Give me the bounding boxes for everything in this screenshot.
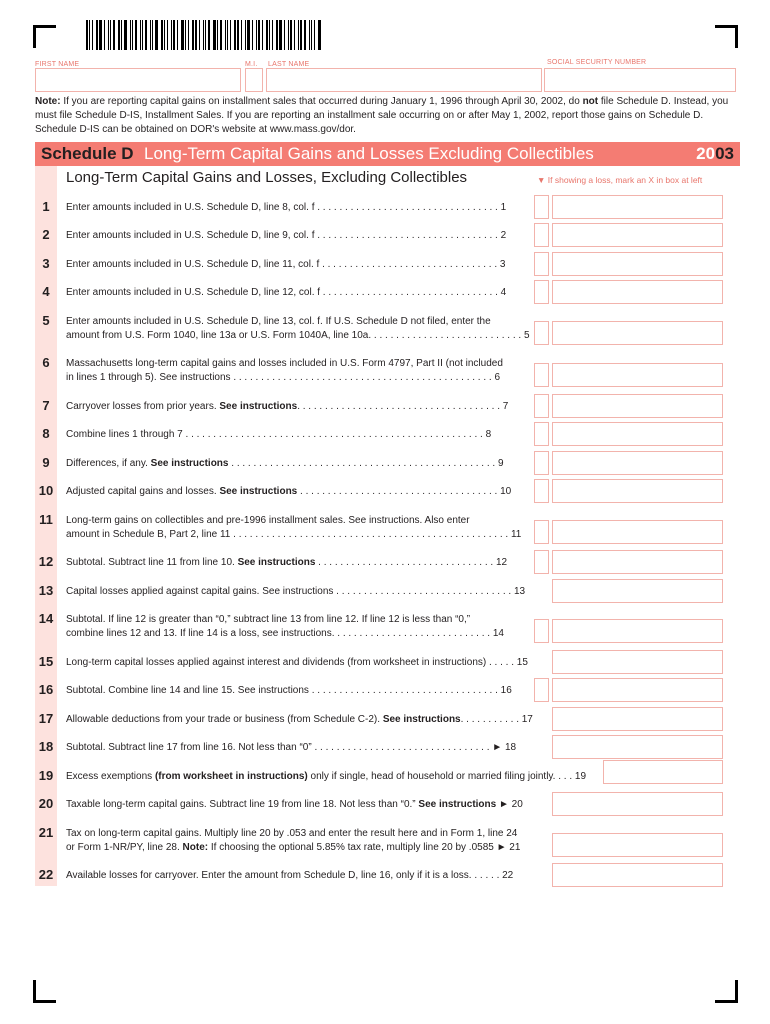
barcode-bar — [173, 20, 175, 50]
line-number: 1 — [42, 199, 50, 214]
line-18-description — [66, 741, 536, 755]
barcode-bar — [262, 20, 263, 50]
barcode-bar — [276, 20, 278, 50]
line-11-description — [66, 514, 536, 542]
barcode-bar — [309, 20, 310, 50]
line-number: 6 — [42, 355, 50, 370]
tax-year-suffix: 03 — [715, 144, 734, 163]
line-12-amount-field[interactable] — [552, 550, 723, 574]
line-text-row — [66, 329, 536, 343]
line-number: 19 — [38, 768, 54, 783]
line-9-loss-checkbox[interactable] — [534, 451, 549, 475]
line-text-segment: Taxable long-term capital gains. Subtract line 19 from line 18. Not less than “0.” — [66, 799, 419, 810]
line-text-segment: Massachusetts long-term capital gains and losses included in U.S. Form 4797, Part II (not included — [66, 358, 503, 369]
barcode-bar — [167, 20, 168, 50]
line-text-segment: in lines 1 through 5). See instructions . . . . . . . . . . . . . . . . . . . . . . . . . . . . . . . . . . . . . . . . . . . . . . . 6 — [66, 372, 501, 383]
barcode-bar — [145, 20, 147, 50]
tax-year-prefix: 20 — [696, 144, 716, 163]
line-1-amount-field[interactable] — [552, 195, 723, 219]
line-text-row — [66, 798, 536, 812]
line-9-amount-field[interactable] — [552, 451, 723, 475]
line-text-row — [66, 656, 536, 670]
barcode-bar — [234, 20, 236, 50]
section-subtitle: Long-Term Capital Gains and Losses, Excluding Collectibles — [66, 169, 468, 186]
line-1-description — [66, 201, 536, 215]
barcode-bar — [118, 20, 120, 50]
last-name-field[interactable] — [266, 68, 542, 92]
line-10-loss-checkbox[interactable] — [534, 479, 549, 503]
line-number: 18 — [38, 739, 54, 754]
tax-year — [696, 144, 734, 164]
barcode-bar — [284, 20, 285, 50]
line-5-amount-field[interactable] — [552, 321, 723, 345]
line-13-description — [66, 585, 536, 599]
line-5-loss-checkbox[interactable] — [534, 321, 549, 345]
barcode-bar — [92, 20, 93, 50]
line-text-row — [66, 528, 536, 542]
line-10-description — [66, 485, 536, 499]
line-text-segment: . . . . . . . . . . . . . . . . . . . . . . . . . . . . . . . . 12 — [315, 557, 508, 568]
line-text-segment: Subtotal. Subtract line 11 from line 10. — [66, 557, 238, 568]
barcode-bar — [230, 20, 231, 50]
barcode-bar — [247, 20, 250, 50]
line-text-segment: Excess exemptions — [66, 771, 155, 782]
barcode-bar — [171, 20, 172, 50]
line-number: 20 — [38, 796, 54, 811]
barcode-bar — [220, 20, 222, 50]
line-14-amount-field[interactable] — [552, 619, 723, 643]
barcode-bar — [245, 20, 246, 50]
barcode-bar — [252, 20, 253, 50]
line-text-segment: combine lines 12 and 13. If line 14 is a loss, see instructions. . . . . . . . . . . . . . . . . . . . . . . . . . . . . 14 — [66, 628, 504, 639]
barcode-bar — [108, 20, 109, 50]
note-text-part2: file Schedule D. Instead, you must file Schedule D-IS, Installment Sales. If you are reporting an installment sale occurring on or after May 1, 2002, report those gains on Schedule D. Schedule D-IS can be obtained on DOR's website at www.mass.gov/dor. — [35, 96, 729, 135]
line-text-segment: Available losses for carryover. Enter the amount from Schedule D, line 16, only if it is a loss. . . . . . 22 — [66, 870, 514, 881]
line-16-amount-field[interactable] — [552, 678, 723, 702]
corner-mark-bottom-right — [715, 980, 738, 1003]
line-text-segment: . . . . . . . . . . . . . . . . . . . . . . . . . . . . . . . . . . . . 10 — [297, 486, 512, 497]
line-text-segment: See instructions — [150, 458, 229, 469]
barcode-bar — [288, 20, 289, 50]
line-text-row — [66, 457, 536, 471]
line-text-segment: only if single, head of household or married filing jointly. . . . 19 — [307, 771, 587, 782]
barcode-bar — [203, 20, 204, 50]
barcode-bar — [104, 20, 105, 50]
line-18-amount-field[interactable] — [552, 735, 723, 759]
line-text-segment: Subtotal. Subtract line 17 from line 16. Not less than “0” . . . . . . . . . . . . . . . . . . . . . . . . . . . . . . . . ► 18 — [66, 742, 517, 753]
corner-mark-bottom-left — [33, 980, 56, 1003]
line-text-segment: Allowable deductions from your trade or business (from Schedule C-2). — [66, 714, 383, 725]
barcode-bar — [150, 20, 151, 50]
barcode-bar — [217, 20, 218, 50]
line-text-segment: Tax on long-term capital gains. Multiply line 20 by .053 and enter the result here and in Form 1, line 24 — [66, 828, 518, 839]
line-text-segment: Long-term gains on collectibles and pre-1996 installment sales. See instructions. Also enter — [66, 515, 470, 526]
line-3-loss-checkbox[interactable] — [534, 252, 549, 276]
line-8-loss-checkbox[interactable] — [534, 422, 549, 446]
barcode-bar — [298, 20, 299, 50]
line-20-amount-field[interactable] — [552, 792, 723, 816]
line-22-description — [66, 869, 536, 883]
line-text-segment: See instructions — [219, 486, 298, 497]
barcode-bar — [279, 20, 282, 50]
line-8-description — [66, 428, 536, 442]
line-text-segment: See instructions — [219, 401, 298, 412]
schedule-title: Long-Term Capital Gains and Losses Excluding Collectibles — [144, 144, 594, 163]
installment-sales-note — [35, 95, 740, 136]
line-text-segment: Note: — [182, 842, 209, 853]
line-12-description — [66, 556, 536, 570]
line-22-amount-field[interactable] — [552, 863, 723, 887]
line-text-row — [66, 286, 536, 300]
loss-checkbox-note: ▼ If showing a loss, mark an X in box at left — [537, 175, 703, 185]
barcode-bar — [272, 20, 273, 50]
line-20-description — [66, 798, 536, 812]
line-text-segment: Enter amounts included in U.S. Schedule D, line 12, col. f . . . . . . . . . . . . . . . . . . . . . . . . . . . . . . . . 4 — [66, 287, 507, 298]
line-text-segment: amount in Schedule B, Part 2, line 11 . . . . . . . . . . . . . . . . . . . . . . . . . . . . . . . . . . . . . . . . . . . . . . . . . . 11 — [66, 529, 522, 540]
line-text-row — [66, 400, 536, 414]
line-2-loss-checkbox[interactable] — [534, 223, 549, 247]
line-text-segment: Subtotal. Combine line 14 and line 15. See instructions . . . . . . . . . . . . . . . . . . . . . . . . . . . . . . . . . . 16 — [66, 685, 512, 696]
line-number: 22 — [38, 867, 54, 882]
line-number: 11 — [39, 512, 53, 527]
line-text-row — [66, 684, 536, 698]
barcode-bar — [225, 20, 226, 50]
line-text-segment: Enter amounts included in U.S. Schedule D, line 8, col. f . . . . . . . . . . . . . . . . . . . . . . . . . . . . . . . . . 1 — [66, 202, 507, 213]
line-text-row — [66, 713, 536, 727]
corner-mark-top-left — [33, 25, 56, 48]
line-number: 2 — [42, 227, 50, 242]
note-label: Note: — [35, 96, 61, 107]
first-name-field[interactable] — [35, 68, 241, 92]
line-8-amount-field[interactable] — [552, 422, 723, 446]
line-text-row — [66, 827, 536, 841]
line-text-segment: . . . . . . . . . . . 17 — [460, 714, 533, 725]
line-number: 14 — [38, 611, 54, 626]
barcode-bar — [237, 20, 239, 50]
barcode-bar — [130, 20, 131, 50]
barcode-bar — [294, 20, 295, 50]
line-text-segment: Carryover losses from prior years. — [66, 401, 220, 412]
line-text-segment: Combine lines 1 through 7 . . . . . . . . . . . . . . . . . . . . . . . . . . . . . . . . . . . . . . . . . . . . . . . . . . . . . . 8 — [66, 429, 492, 440]
line-3-description — [66, 258, 536, 272]
line-text-segment: See instructions — [418, 799, 497, 810]
barcode-bar — [155, 20, 158, 50]
line-text-segment: See instructions — [237, 557, 316, 568]
line-text-segment: Differences, if any. — [66, 458, 151, 469]
line-text-row — [66, 201, 536, 215]
line-6-description — [66, 357, 536, 385]
barcode-bar — [132, 20, 133, 50]
line-3-amount-field[interactable] — [552, 252, 723, 276]
line-number: 7 — [42, 398, 50, 413]
barcode-bar — [86, 20, 88, 50]
line-text-segment: Long-term capital losses applied against interest and dividends (from worksheet in instructions) . . . . . 15 — [66, 657, 528, 668]
line-number: 10 — [38, 483, 54, 498]
barcode-bar — [208, 20, 210, 50]
line-text-segment: (from worksheet in instructions) — [154, 771, 308, 782]
ssn-field[interactable] — [544, 68, 736, 92]
barcode-bar — [142, 20, 143, 50]
note-text-part1: If you are reporting capital gains on installment sales that occurred during January 1, 1996 through April 30, 2002, do — [60, 96, 583, 107]
line-10-amount-field[interactable] — [552, 479, 723, 503]
barcode-bar — [304, 20, 306, 50]
barcode-bar — [121, 20, 122, 50]
line-number: 9 — [42, 455, 50, 470]
line-13-amount-field[interactable] — [552, 579, 723, 603]
line-9-description — [66, 457, 536, 471]
line-4-loss-checkbox[interactable] — [534, 280, 549, 304]
barcode-bar — [241, 20, 242, 50]
line-7-loss-checkbox[interactable] — [534, 394, 549, 418]
barcode-bar — [140, 20, 141, 50]
line-4-amount-field[interactable] — [552, 280, 723, 304]
barcode-bar — [205, 20, 206, 50]
line-17-amount-field[interactable] — [552, 707, 723, 731]
barcode-bar — [311, 20, 312, 50]
barcode-bar — [177, 20, 178, 50]
line-text-segment: Subtotal. If line 12 is greater than “0,” subtract line 13 from line 12. If line 12 is less than “0,” — [66, 614, 471, 625]
line-number: 12 — [38, 554, 54, 569]
first-name-label: FIRST NAME — [35, 61, 80, 68]
ssn-label: SOCIAL SECURITY NUMBER — [547, 59, 647, 66]
barcode-bar — [258, 20, 260, 50]
line-text-row — [66, 741, 536, 755]
line-number: 21 — [38, 825, 54, 840]
corner-mark-top-right — [715, 25, 738, 48]
line-2-description — [66, 229, 536, 243]
line-19-description — [66, 770, 587, 784]
barcode-bar — [188, 20, 189, 50]
line-text-row — [66, 770, 587, 784]
line-number: 17 — [38, 711, 54, 726]
barcode-bar — [256, 20, 257, 50]
line-4-description — [66, 286, 536, 300]
middle-initial-field[interactable] — [245, 68, 263, 92]
barcode-bar — [192, 20, 194, 50]
line-number: 4 — [42, 284, 50, 299]
barcode-bar — [161, 20, 163, 50]
line-text-segment: Enter amounts included in U.S. Schedule D, line 11, col. f . . . . . . . . . . . . . . . . . . . . . . . . . . . . . . . . 3 — [66, 259, 506, 270]
line-15-amount-field[interactable] — [552, 650, 723, 674]
line-text-segment: or Form 1-NR/PY, line 28. — [66, 842, 183, 853]
barcode-bar — [199, 20, 200, 50]
middle-initial-label: M.I. — [245, 61, 258, 68]
last-name-label: LAST NAME — [268, 61, 310, 68]
barcode-bar — [290, 20, 292, 50]
line-text-row — [66, 371, 536, 385]
line-text-segment: See instructions — [382, 714, 461, 725]
barcode-bar — [185, 20, 186, 50]
line-12-loss-checkbox[interactable] — [534, 550, 549, 574]
line-text-segment: . . . . . . . . . . . . . . . . . . . . . . . . . . . . . . . . . . . . . 7 — [297, 401, 509, 412]
schedule-title-bar — [35, 142, 740, 166]
line-number: 13 — [38, 583, 54, 598]
line-text-row — [66, 428, 536, 442]
barcode-bar — [96, 20, 98, 50]
line-17-description — [66, 713, 536, 727]
line-16-description — [66, 684, 536, 698]
line-11-amount-field[interactable] — [552, 520, 723, 544]
line-15-description — [66, 656, 536, 670]
barcode-bar — [113, 20, 115, 50]
note-not-emphasis: not — [582, 96, 599, 107]
line-7-description — [66, 400, 536, 414]
line-6-loss-checkbox[interactable] — [534, 363, 549, 387]
form-barcode — [86, 20, 322, 50]
line-16-loss-checkbox[interactable] — [534, 678, 549, 702]
line-number: 16 — [38, 682, 54, 697]
barcode-bar — [266, 20, 268, 50]
schedule-label: Schedule D — [41, 144, 134, 163]
barcode-bar — [213, 20, 216, 50]
line-text-segment: Adjusted capital gains and losses. — [66, 486, 220, 497]
line-text-segment: Enter amounts included in U.S. Schedule D, line 13, col. f. If U.S. Schedule D not filed, enter the — [66, 316, 491, 327]
barcode-bar — [164, 20, 165, 50]
line-19-amount-field[interactable] — [603, 760, 723, 784]
line-text-row — [66, 485, 536, 499]
line-text-row — [66, 869, 536, 883]
line-text-row — [66, 841, 536, 855]
barcode-bar — [110, 20, 111, 50]
line-text-segment: amount from U.S. Form 1040, line 13a or U.S. Form 1040A, line 10a. . . . . . . . . . . . . . . . . . . . . . . . . . . . 5 — [66, 330, 530, 341]
line-text-row — [66, 258, 536, 272]
barcode-bar — [135, 20, 137, 50]
line-text-row — [66, 613, 536, 627]
line-text-row — [66, 357, 536, 371]
line-text-segment: ► 20 — [496, 799, 523, 810]
barcode-bar — [269, 20, 270, 50]
line-text-segment: Enter amounts included in U.S. Schedule D, line 9, col. f . . . . . . . . . . . . . . . . . . . . . . . . . . . . . . . . . 2 — [66, 230, 507, 241]
line-21-description — [66, 827, 536, 855]
line-number: 15 — [38, 654, 54, 669]
line-14-loss-checkbox[interactable] — [534, 619, 549, 643]
line-7-amount-field[interactable] — [552, 394, 723, 418]
line-text-row — [66, 229, 536, 243]
line-1-loss-checkbox[interactable] — [534, 195, 549, 219]
line-text-row — [66, 556, 536, 570]
barcode-bar — [227, 20, 228, 50]
line-21-amount-field[interactable] — [552, 833, 723, 857]
line-text-row — [66, 514, 536, 528]
line-text-row — [66, 315, 536, 329]
line-6-amount-field[interactable] — [552, 363, 723, 387]
barcode-bar — [152, 20, 153, 50]
line-text-row — [66, 627, 536, 641]
line-number: 5 — [42, 313, 50, 328]
line-text-segment: . . . . . . . . . . . . . . . . . . . . . . . . . . . . . . . . . . . . . . . . . . . . . . . . 9 — [228, 458, 504, 469]
barcode-bar — [89, 20, 90, 50]
barcode-bar — [318, 20, 321, 50]
barcode-bar — [300, 20, 302, 50]
line-text-segment: If choosing the optional 5.85% tax rate, multiply line 20 by .0585 ► 21 — [208, 842, 521, 853]
barcode-bar — [195, 20, 197, 50]
line-number: 3 — [42, 256, 50, 271]
line-text-row — [66, 585, 536, 599]
line-text-segment: Capital losses applied against capital gains. See instructions . . . . . . . . . . . . . . . . . . . . . . . . . . . . . . . . 13 — [66, 586, 526, 597]
barcode-bar — [181, 20, 184, 50]
line-14-description — [66, 613, 536, 641]
line-number: 8 — [42, 426, 50, 441]
barcode-bar — [99, 20, 102, 50]
line-5-description — [66, 315, 536, 343]
barcode-bar — [314, 20, 315, 50]
line-11-loss-checkbox[interactable] — [534, 520, 549, 544]
line-2-amount-field[interactable] — [552, 223, 723, 247]
barcode-bar — [124, 20, 127, 50]
